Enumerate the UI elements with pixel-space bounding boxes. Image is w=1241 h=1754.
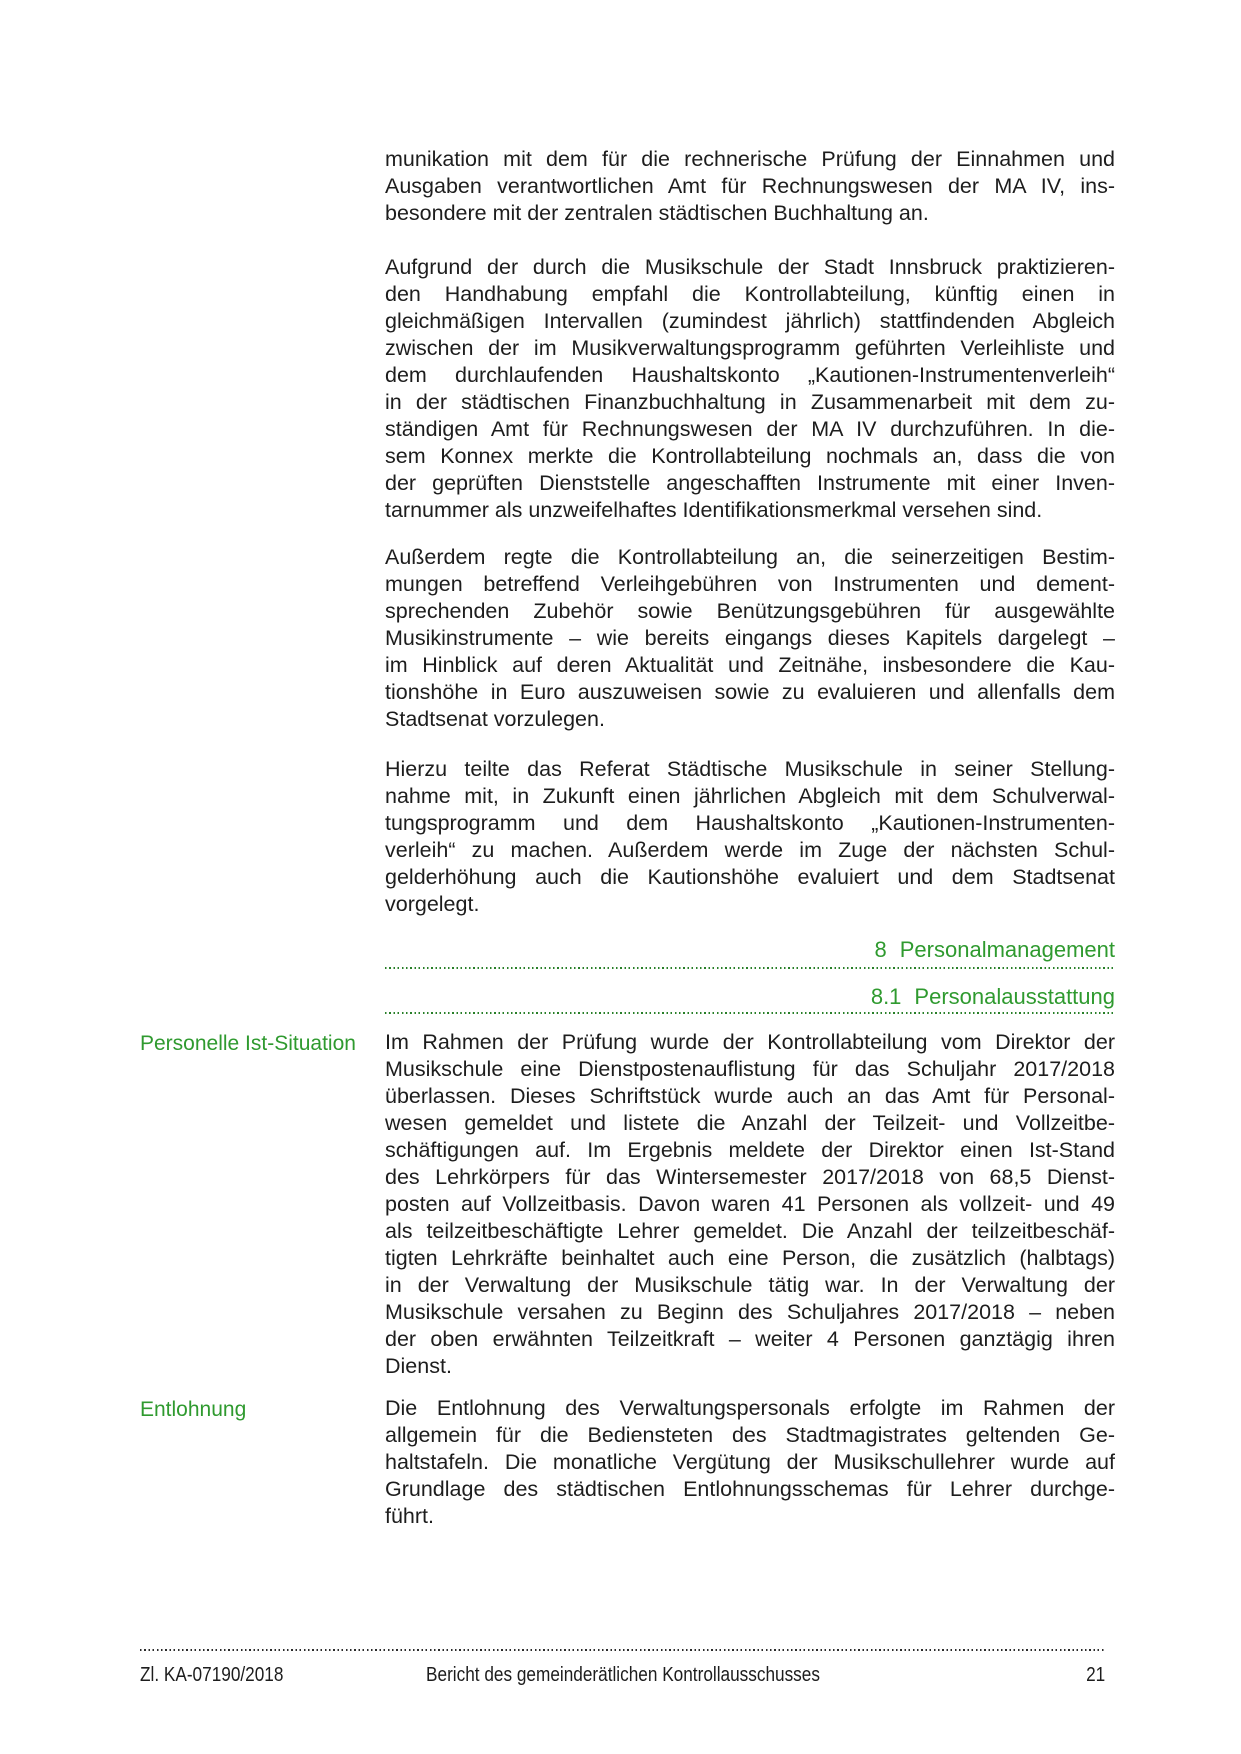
text-line: Dienst. [385,1354,452,1378]
text-line: Musikschule versahen zu Beginn des Schuljahres 2017/2018 – neben [385,1300,1115,1324]
footer-reference-number: Zl. KA-07190/2018 [140,1664,284,1686]
text-line: führt. [385,1504,434,1528]
text-line: gelderhöhung auch die Kautionshöhe evaluiert und dem Stadtsenat [385,865,1115,889]
text-line: in der städtischen Finanzbuchhaltung in Zusammenarbeit mit dem zu- [385,390,1115,414]
text-line: sprechenden Zubehör sowie Benützungsgebühren für ausgewählte [385,599,1115,623]
text-line: ständigen Amt für Rechnungswesen der MA IV durchzuführen. In die- [385,417,1115,441]
text-line: zwischen der im Musikverwaltungsprogramm geführten Verleihliste und [385,336,1115,360]
text-line: Hierzu teilte das Referat Städtische Musikschule in seiner Stellung- [385,757,1115,781]
text-line: der oben erwähnten Teilzeitkraft – weiter 4 Personen ganztägig ihren [385,1327,1115,1351]
text-line: überlassen. Dieses Schriftstück wurde auch an das Amt für Personal- [385,1084,1115,1108]
text-line: Die Entlohnung des Verwaltungspersonals erfolgte im Rahmen der [385,1396,1115,1420]
margin-label-entlohnung: Entlohnung [140,1398,247,1421]
text-line: posten auf Vollzeitbasis. Davon waren 41 Personen als vollzeit- und 49 [385,1192,1115,1216]
page-footer [140,1662,1105,1688]
text-line: Musikschule eine Dienstpostenauflistung für das Schuljahr 2017/2018 [385,1057,1115,1081]
text-line: des Lehrkörpers für das Wintersemester 2017/2018 von 68,5 Dienst- [385,1165,1115,1189]
paragraph-stellungnahme [385,756,1115,918]
section-heading-personalmanagement [385,937,1115,963]
text-line: Im Rahmen der Prüfung wurde der Kontrollabteilung vom Direktor der [385,1030,1115,1054]
text-line: tigten Lehrkräfte beinhaltet auch eine Person, die zusätzlich (halbtags) [385,1246,1115,1270]
text-line: nahme mit, in Zukunft einen jährlichen Abgleich mit dem Schulverwal- [385,784,1115,808]
text-line: wesen gemeldet und listete die Anzahl der Teilzeit- und Vollzeitbe- [385,1111,1115,1135]
text-line: der geprüften Dienststelle angeschafften Instrumente mit einer Inven- [385,471,1115,495]
heading-label: Personalmanagement [899,937,1115,962]
text-line: Ausgaben verantwortlichen Amt für Rechnungswesen der MA IV, ins- [385,174,1115,198]
text-line: Musikinstrumente – wie bereits eingangs dieses Kapitels dargelegt – [385,626,1115,650]
footer-dotted-rule [140,1649,1105,1651]
text-line: als teilzeitbeschäftigte Lehrer gemeldet. Die Anzahl der teilzeitbeschäf- [385,1219,1115,1243]
text-line: allgemein für die Bediensteten des Stadtmagistrates geltenden Ge- [385,1423,1115,1447]
text-line: dem durchlaufenden Haushaltskonto „Kautionen-Instrumentenverleih“ [385,363,1115,387]
text-line: tionshöhe in Euro auszuweisen sowie zu evaluieren und allenfalls dem [385,680,1115,704]
text-line: Grundlage des städtischen Entlohnungsschemas für Lehrer durchge- [385,1477,1115,1501]
text-line: vorgelegt. [385,892,480,916]
text-line: besondere mit der zentralen städtischen Buchhaltung an. [385,201,929,225]
text-line: gleichmäßigen Intervallen (zumindest jährlich) stattfindenden Abgleich [385,309,1115,333]
text-line: in der Verwaltung der Musikschule tätig war. In der Verwaltung der [385,1273,1115,1297]
heading-dotted-rule [385,967,1115,969]
heading-number: 8.1 [870,984,902,1009]
paragraph-continuation-rechnungswesen [385,146,1115,227]
text-line: sem Konnex merkte die Kontrollabteilung nochmals an, dass die von [385,444,1115,468]
text-line: verleih“ zu machen. Außerdem werde im Zuge der nächsten Schul- [385,838,1115,862]
footer-page-number: 21 [1085,1664,1105,1686]
text-line: den Handhabung empfahl die Kontrollabteilung, künftig einen in [385,282,1115,306]
heading-number: 8 [874,937,887,962]
margin-label-personelle-ist-situation: Personelle Ist-Situation [140,1032,356,1055]
text-line: tarnummer als unzweifelhaftes Identifikationsmerkmal versehen sind. [385,498,1043,522]
text-line: munikation mit dem für die rechnerische Prüfung der Einnahmen und [385,147,1115,171]
section-heading-personalausstattung [385,984,1115,1010]
paragraph-personelle-ist-situation [385,1029,1115,1380]
text-line: im Hinblick auf deren Aktualität und Zeitnähe, insbesondere die Kau- [385,653,1115,677]
heading-dotted-rule [385,1012,1115,1014]
text-line: mungen betreffend Verleihgebühren von Instrumenten und dement- [385,572,1115,596]
text-line: tungsprogramm und dem Haushaltskonto „Kautionen-Instrumenten- [385,811,1115,835]
footer-report-title: Bericht des gemeinderätlichen Kontrollausschusses [425,1664,820,1686]
text-line: Stadtsenat vorzulegen. [385,707,605,731]
text-line: Außerdem regte die Kontrollabteilung an, die seinerzeitigen Bestim- [385,545,1115,569]
paragraph-anregung-gebuehren [385,544,1115,733]
text-line: haltstafeln. Die monatliche Vergütung der Musikschullehrer wurde auf [385,1450,1115,1474]
text-line: Aufgrund der durch die Musikschule der Stadt Innsbruck praktizieren- [385,255,1115,279]
paragraph-empfehlung-abgleich [385,254,1115,524]
paragraph-entlohnung [385,1395,1115,1530]
text-line: schäftigungen auf. Im Ergebnis meldete der Direktor einen Ist-Stand [385,1138,1115,1162]
heading-label: Personalausstattung [914,984,1115,1009]
